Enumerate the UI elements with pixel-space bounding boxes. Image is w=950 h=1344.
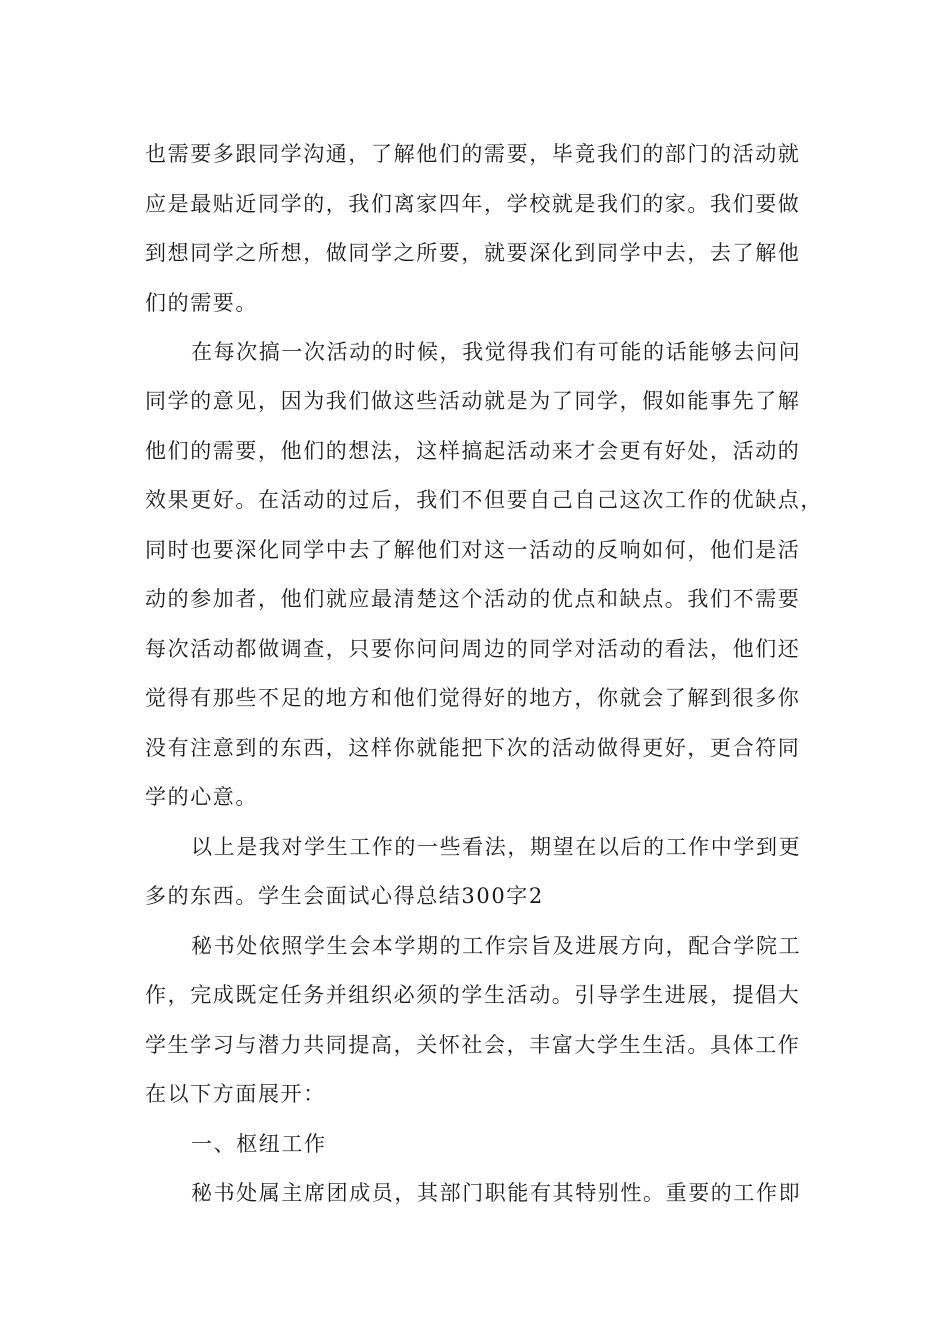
text-line: 同学的意见，因为我们做这些活动就是为了同学，假如能事先了解: [145, 389, 801, 413]
text-line: 作，完成既定任务并组织必须的学生活动。引导学生进展，提倡大: [145, 983, 801, 1007]
text-line: 效果更好。在活动的过后，我们不但要自己自己这次工作的优缺点，: [145, 488, 823, 512]
text-line: 每次活动都做调查，只要你问问周边的同学对活动的看法，他们还: [145, 637, 801, 661]
text-line: 在每次搞一次活动的时候，我觉得我们有可能的话能够去问问: [191, 340, 802, 364]
text-line: 也需要多跟同学沟通，了解他们的需要，毕竟我们的部门的活动就: [145, 142, 801, 166]
text-line: 应是最贴近同学的，我们离家四年，学校就是我们的家。我们要做: [145, 192, 801, 216]
text-line: 们的需要。: [145, 291, 258, 315]
text-line: 学生学习与潜力共同提高，关怀社会，丰富大学生生活。具体工作: [145, 1033, 801, 1057]
text-line: 动的参加者，他们就应最清楚这个活动的优点和缺点。我们不需要: [145, 587, 801, 611]
text-line: 没有注意到的东西，这样你就能把下次的活动做得更好，更合符同: [145, 736, 801, 760]
text-line: 觉得有那些不足的地方和他们觉得好的地方，你就会了解到很多你: [145, 686, 801, 710]
section-heading: 一、枢纽工作: [191, 1132, 327, 1156]
text-line: 秘书处属主席团成员，其部门职能有其特别性。重要的工作即: [191, 1181, 802, 1205]
text-line: 多的东西。学生会面试心得总结300字2: [145, 884, 544, 908]
text-line: 以上是我对学生工作的一些看法，期望在以后的工作中学到更: [191, 835, 802, 859]
text-line: 秘书处依照学生会本学期的工作宗旨及进展方向，配合学院工: [191, 934, 802, 958]
text-line: 他们的需要，他们的想法，这样搞起活动来才会更有好处，活动的: [145, 439, 801, 463]
text-line: 在以下方面展开：: [145, 1082, 326, 1106]
text-line: 学的心意。: [145, 785, 258, 809]
text-line: 到想同学之所想，做同学之所要，就要深化到同学中去，去了解他: [145, 241, 801, 265]
text-line: 同时也要深化同学中去了解他们对这一活动的反响如何，他们是活: [145, 538, 801, 562]
